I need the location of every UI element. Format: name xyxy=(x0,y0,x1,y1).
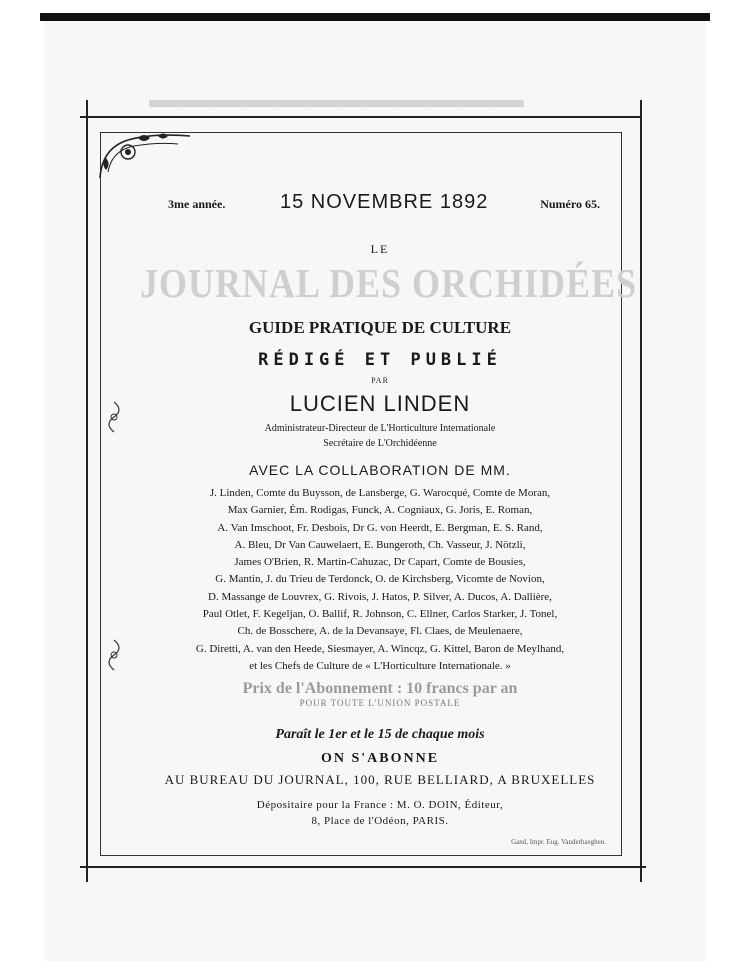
outer-rule-bottom xyxy=(80,866,646,868)
scan-top-edge xyxy=(40,13,710,21)
by-label: PAR xyxy=(371,376,389,385)
collaborator-line: A. Van Imschoot, Fr. Desbois, Dr G. von Heerdt, E. Bergman, E. S. Rand, xyxy=(217,521,543,534)
issue-year: 3me année. xyxy=(168,197,226,211)
edited-by-line: RÉDIGÉ ET PUBLIÉ xyxy=(258,350,502,370)
side-ornament-icon xyxy=(102,638,126,672)
collaborator-list xyxy=(140,485,620,675)
collaborator-line: G. Mantin, J. du Trieu de Terdonck, O. de Kirchsberg, Vicomte de Novion, xyxy=(215,573,545,586)
postal-union-note: POUR TOUTE L'UNION POSTALE xyxy=(299,698,461,708)
outer-rule-top xyxy=(80,116,640,118)
collaborator-line: Max Garnier, Ém. Rodigas, Funck, A. Cogniaux, G. Joris, E. Roman, xyxy=(227,504,533,517)
issue-date: 15 NOVEMBRE 1892 xyxy=(280,191,489,213)
author-role-2: Secrétaire de L'Orchidéenne xyxy=(323,438,437,449)
bleed-through-masthead: ▁▁▁▁▁▁▁▁▁▁▁▁ xyxy=(150,64,525,106)
side-ornament-icon xyxy=(102,400,126,434)
journal-subtitle: GUIDE PRATIQUE DE CULTURE xyxy=(248,318,512,337)
collaborator-line: Ch. de Bosschere, A. de la Devansaye, Fl. Claes, de Meulenaere, xyxy=(237,625,523,638)
collaborator-line: J. Linden, Comte du Buysson, de Lansberge, G. Warocqué, Comte de Moran, xyxy=(209,487,551,499)
subscribe-heading: ON S'ABONNE xyxy=(320,751,440,766)
outer-rule-left xyxy=(86,100,88,882)
printer-imprint: Gand, Impr. Eug. Vanderhaeghen. xyxy=(511,838,606,846)
author-name: LUCIEN LINDEN xyxy=(289,391,471,416)
issue-header xyxy=(160,191,610,217)
collaborator-line: Paul Otlet, F. Kegeljan, O. Ballif, R. Johnson, C. Ellner, Carlos Starker, J. Tonel, xyxy=(202,608,558,621)
collaboration-heading: AVEC LA COLLABORATION DE MM. xyxy=(249,462,511,478)
issue-number: Numéro 65. xyxy=(540,197,600,211)
france-depositary: Dépositaire pour la France : M. O. DOIN, Éditeur, xyxy=(256,799,504,811)
author-role-1: Administrateur-Directeur de L'Horticulture Internationale xyxy=(264,423,496,434)
collaborator-line: et les Chefs de Culture de « L'Horticulture Internationale. » xyxy=(249,659,511,672)
outer-rule-right xyxy=(640,100,642,882)
corner-ornament-icon xyxy=(98,128,193,183)
title-article: LE xyxy=(370,242,390,256)
france-depositary-address: 8, Place de l'Odéon, PARIS. xyxy=(311,815,449,827)
collaborator-line: G. Diretti, A. van den Heede, Siesmayer, A. Wincqz, G. Kittel, Baron de Meylhand, xyxy=(195,642,565,655)
subscription-address: AU BUREAU DU JOURNAL, 100, RUE BELLIARD, A BRUXELLES xyxy=(164,772,596,787)
collaborator-line: D. Massange de Louvrex, G. Rivois, J. Hatos, P. Silver, A. Ducos, A. Dallière, xyxy=(208,590,552,603)
publication-frequency: Paraît le 1er et le 15 de chaque mois xyxy=(275,727,485,742)
collaborator-line: A. Bleu, Dr Van Cauwelaert, E. Bungeroth, Ch. Vasseur, J. Nötzli, xyxy=(234,538,526,551)
collaborator-line: James O'Brien, R. Martin-Cahuzac, Dr Capart, Comte de Bousies, xyxy=(234,556,526,569)
subscription-price: Prix de l'Abonnement : 10 francs par an xyxy=(242,680,518,697)
journal-title: JOURNAL DES ORCHIDÉES xyxy=(140,260,638,306)
